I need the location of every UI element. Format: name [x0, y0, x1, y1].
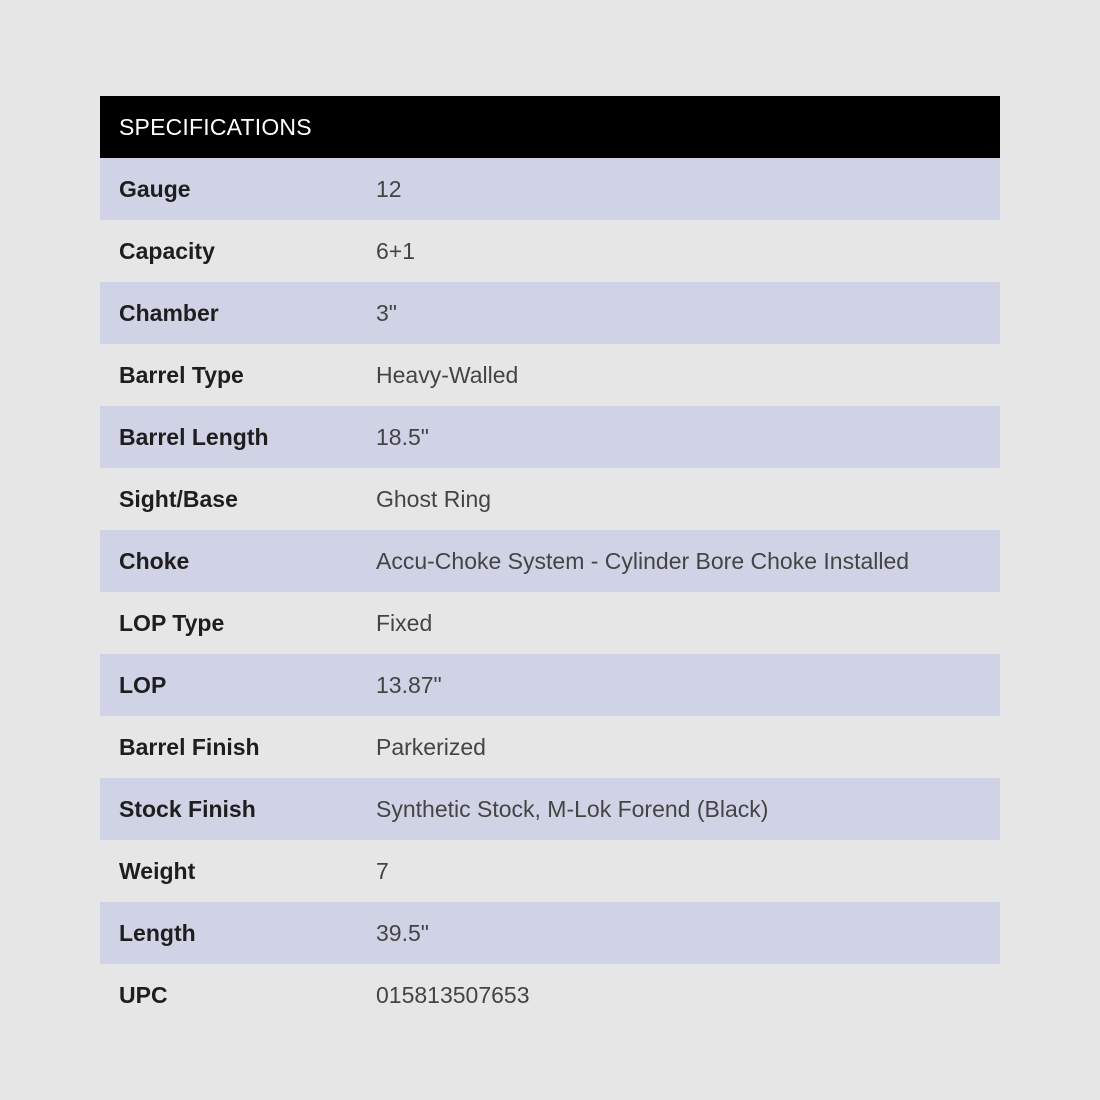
spec-value: 18.5": [376, 423, 429, 450]
spec-value: 13.87": [376, 671, 442, 698]
spec-value: 7: [376, 857, 389, 884]
spec-label: Stock Finish: [119, 795, 256, 822]
spec-label: Gauge: [119, 175, 191, 202]
spec-label: LOP Type: [119, 609, 225, 636]
spec-label: Sight/Base: [119, 485, 238, 512]
spec-row-upc: [100, 964, 1000, 1026]
spec-row-barrel-finish: [100, 716, 1000, 778]
spec-label: Capacity: [119, 237, 215, 264]
spec-row-gauge: [100, 158, 1000, 220]
spec-row-length: [100, 902, 1000, 964]
spec-value: Accu-Choke System - Cylinder Bore Choke Installed: [376, 547, 910, 574]
spec-value: 39.5": [376, 919, 429, 946]
spec-label: Barrel Finish: [119, 733, 260, 760]
spec-row-barrel-length: [100, 406, 1000, 468]
spec-row-weight: [100, 840, 1000, 902]
spec-label: Length: [119, 919, 196, 946]
spec-row-sight-base: [100, 468, 1000, 530]
spec-value: Ghost Ring: [376, 485, 492, 512]
spec-value: Synthetic Stock, M-Lok Forend (Black): [376, 795, 769, 822]
spec-row-barrel-type: [100, 344, 1000, 406]
spec-label: Choke: [119, 547, 190, 574]
spec-row-capacity: [100, 220, 1000, 282]
specifications-table: [100, 96, 1000, 1026]
spec-value: Fixed: [376, 609, 433, 636]
spec-value: 6+1: [376, 237, 416, 264]
spec-label: Chamber: [119, 299, 219, 326]
spec-value: 3": [376, 299, 397, 326]
spec-label: UPC: [119, 981, 168, 1008]
spec-label: Barrel Length: [119, 423, 269, 450]
spec-value: Heavy-Walled: [376, 361, 519, 388]
spec-row-lop: [100, 654, 1000, 716]
specifications-header: SPECIFICATIONS: [100, 96, 1000, 158]
spec-label: Weight: [119, 857, 196, 884]
spec-value: Parkerized: [376, 733, 486, 760]
spec-value: 12: [376, 175, 402, 202]
spec-value: 015813507653: [376, 981, 530, 1008]
spec-row-lop-type: [100, 592, 1000, 654]
spec-row-stock-finish: [100, 778, 1000, 840]
spec-label: Barrel Type: [119, 361, 244, 388]
spec-row-chamber: [100, 282, 1000, 344]
spec-label: LOP: [119, 671, 167, 698]
spec-row-choke: [100, 530, 1000, 592]
